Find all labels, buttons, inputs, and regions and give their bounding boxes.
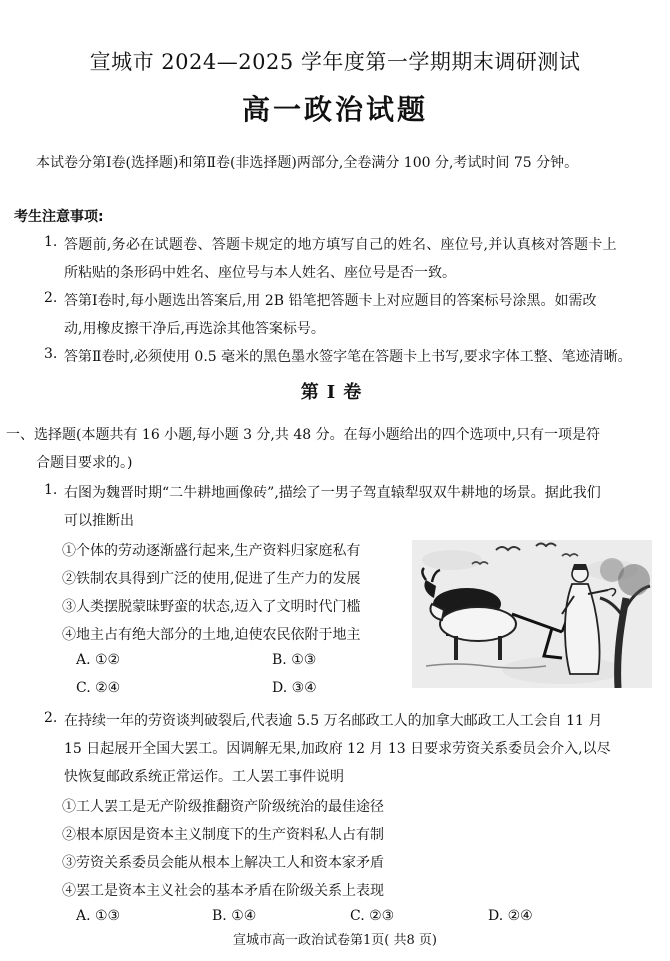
statement: ①个体的劳动逐渐盛行起来,生产资料归家庭私有	[62, 543, 361, 559]
question-stem: 15 日起展开全国大罢工。因调解无果,加政府 12 月 13 日要求劳资关系委员会介入,以尽	[64, 741, 611, 757]
exam-title: 宣城市 2024—2025 学年度第一学期期末调研测试	[89, 50, 581, 74]
question-stem: 可以推断出	[64, 513, 134, 529]
notice-item-number: 3.	[44, 346, 58, 362]
statement: ②铁制农具得到广泛的使用,促进了生产力的发展	[62, 571, 361, 587]
exam-intro: 本试卷分第Ⅰ卷(选择题)和第Ⅱ卷(非选择题)两部分,全卷满分 100 分,考试时间 75 分钟。	[36, 155, 579, 171]
option-a: A. ①②	[76, 652, 121, 668]
statement: ③劳资关系委员会能从根本上解决工人和资本家矛盾	[62, 855, 384, 871]
subject-title: 高一政治试题	[241, 93, 428, 126]
statement: ④地主占有绝大部分的土地,迫使农民依附于地主	[62, 627, 361, 643]
option-a: A. ①③	[76, 908, 121, 924]
statement: ①工人罢工是无产阶级推翻资产阶级统治的最佳途径	[62, 799, 384, 815]
notice-item-line: 所粘贴的条形码中姓名、座位号与本人姓名、座位号是否一致。	[64, 265, 456, 281]
option-d: D. ②④	[488, 908, 533, 924]
question-stem: 快恢复邮政系统正常运作。工人罢工事件说明	[64, 769, 344, 785]
section-title: 第Ⅰ卷	[300, 382, 370, 403]
question-number: 1.	[44, 482, 58, 498]
notice-item-line: 答题前,务必在试题卷、答题卡规定的地方填写自己的姓名、座位号,并认真核对答题卡上	[64, 237, 617, 253]
ox-plough-brick-painting	[412, 540, 652, 688]
statement: ③人类摆脱蒙昧野蛮的状态,迈入了文明时代门槛	[62, 599, 361, 615]
notice-item-line: 答第Ⅱ卷时,必须使用 0.5 毫米的黑色墨水签字笔在答题卡上书写,要求字体工整、笔迹清晰。	[64, 349, 632, 365]
option-d: D. ③④	[272, 680, 317, 696]
option-b: B. ①③	[272, 652, 317, 668]
notice-item-line: 动,用橡皮擦干净后,再选涂其他答案标号。	[64, 321, 325, 337]
part-one-heading: 一、选择题(本题共有 16 小题,每小题 3 分,共 48 分。在每小题给出的四个选项中,只有一项是符	[6, 427, 601, 443]
notice-title: 考生注意事项:	[14, 209, 104, 225]
option-c: C. ②④	[76, 680, 121, 696]
question-number: 2.	[44, 710, 58, 726]
notice-item-number: 2.	[44, 290, 58, 306]
notice-item-line: 答第Ⅰ卷时,每小题选出答案后,用 2B 铅笔把答题卡上对应题目的答案标号涂黑。如需改	[64, 293, 597, 309]
ox-plough-illustration	[412, 540, 652, 688]
question-stem: 右图为魏晋时期“二牛耕地画像砖”,描绘了一男子驾直辕犁驭双牛耕地的场景。据此我们	[64, 485, 601, 501]
notice-item-number: 1.	[44, 234, 58, 250]
statement: ④罢工是资本主义社会的基本矛盾在阶级关系上表现	[62, 883, 384, 899]
page-footer: 宣城市高一政治试卷第1页( 共8 页)	[233, 933, 437, 948]
question-stem: 在持续一年的劳资谈判破裂后,代表逾 5.5 万名邮政工人的加拿大邮政工人工会自 11 月	[64, 713, 603, 729]
option-b: B. ①④	[212, 908, 257, 924]
statement: ②根本原因是资本主义制度下的生产资料私人占有制	[62, 827, 384, 843]
option-c: C. ②③	[350, 908, 395, 924]
part-one-heading-cont: 合题目要求的。)	[36, 455, 133, 471]
